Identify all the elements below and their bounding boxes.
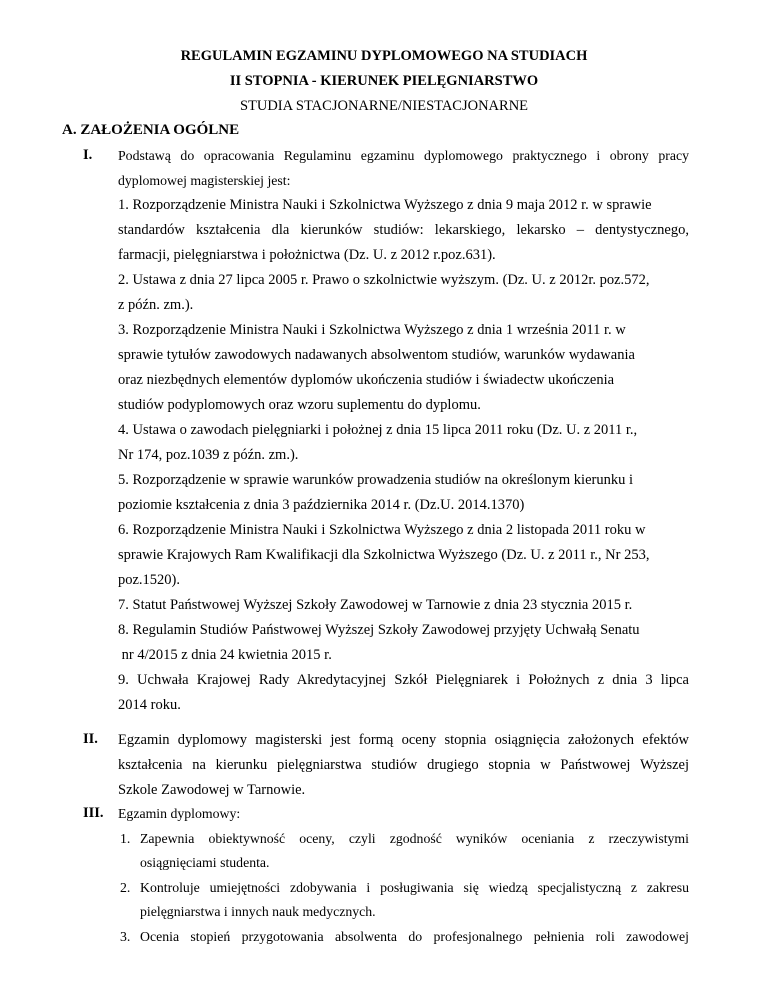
exam-item-number: 2. bbox=[120, 880, 131, 895]
legal-basis-item-2: 2. Ustawa z dnia 27 lipca 2005 r. Prawo o szkolnictwie wyższym. (Dz. U. z 2012r. poz.572, bbox=[118, 272, 650, 288]
part-3-numeral: III. bbox=[83, 805, 104, 821]
legal-basis-item-5: 5. Rozporządzenie w sprawie warunków prowadzenia studiów na określonym kierunku i bbox=[118, 472, 634, 488]
legal-basis-item-9: 9. Uchwała Krajowej Rady Akredytacyjnej Szkół Pielęgniarek i Położnych z dnia 3 lipca bbox=[118, 672, 689, 688]
legal-basis-item-3: 3. Rozporządzenie Ministra Nauki i Szkolnictwa Wyższego z dnia 1 września 2011 r. w bbox=[118, 322, 626, 338]
legal-basis-item-6: sprawie Krajowych Ram Kwalifikacji dla Szkolnictwa Wyższego (Dz. U. z 2011 r., Nr 253, bbox=[118, 547, 650, 563]
legal-basis-item-1: 1. Rozporządzenie Ministra Nauki i Szkolnictwa Wyższego z dnia 9 maja 2012 r. w sprawie bbox=[118, 197, 652, 213]
part-1-intro-line: dyplomowej magisterskiej jest: bbox=[118, 173, 291, 188]
legal-basis-item-3: sprawie tytułów zawodowych nadawanych absolwentom studiów, warunków wydawania bbox=[118, 347, 635, 363]
legal-basis-item-6: 6. Rozporządzenie Ministra Nauki i Szkolnictwa Wyższego z dnia 2 listopada 2011 roku w bbox=[118, 522, 646, 538]
legal-basis-item-8: nr 4/2015 z dnia 24 kwietnia 2015 r. bbox=[118, 647, 332, 663]
legal-basis-item-7: 7. Statut Państwowej Wyższej Szkoły Zawodowej w Tarnowie z dnia 23 stycznia 2015 r. bbox=[118, 597, 633, 613]
legal-basis-item-4: Nr 174, poz.1039 z późn. zm.). bbox=[118, 447, 299, 463]
part-2-numeral: II. bbox=[83, 731, 98, 747]
part-3-intro: Egzamin dyplomowy: bbox=[118, 806, 241, 821]
legal-basis-item-5: poziomie kształcenia z dnia 3 października 2014 r. (Dz.U. 2014.1370) bbox=[118, 497, 525, 513]
document-title-line-2: II STOPNIA - KIERUNEK PIELĘGNIARSTWO bbox=[229, 73, 539, 89]
exam-item-2-line: Kontroluje umiejętności zdobywania i posługiwania się wiedzą specjalistyczną z zakresu bbox=[140, 880, 689, 895]
legal-basis-item-9: 2014 roku. bbox=[118, 697, 181, 713]
section-a-heading: A. ZAŁOŻENIA OGÓLNE bbox=[62, 122, 240, 138]
legal-basis-item-2: z późn. zm.). bbox=[118, 297, 194, 313]
exam-item-1-line: Zapewnia obiektywność oceny, czyli zgodność wyników oceniania z rzeczywistymi bbox=[140, 831, 689, 846]
part-2-text-line: Egzamin dyplomowy magisterski jest formą oceny stopnia osiągnięcia założonych efektów bbox=[118, 732, 689, 748]
exam-item-number: 1. bbox=[120, 831, 131, 846]
exam-item-2-line: pielęgniarstwa i innych nauk medycznych. bbox=[140, 904, 376, 919]
legal-basis-item-3: oraz niezbędnych elementów dyplomów ukończenia studiów i świadectw ukończenia bbox=[118, 372, 615, 388]
legal-basis-item-4: 4. Ustawa o zawodach pielęgniarki i położnej z dnia 15 lipca 2011 roku (Dz. U. z 2011 r., bbox=[118, 422, 638, 438]
exam-item-3-line: Ocenia stopień przygotowania absolwenta do profesjonalnego pełnienia roli zawodowej bbox=[140, 929, 689, 944]
part-2-text-line: Szkole Zawodowej w Tarnowie. bbox=[118, 782, 306, 798]
document-subtitle: STUDIA STACJONARNE/NIESTACJONARNE bbox=[239, 98, 529, 114]
document-title-line-1: REGULAMIN EGZAMINU DYPLOMOWEGO NA STUDIACH bbox=[180, 48, 588, 64]
exam-item-number: 3. bbox=[120, 929, 131, 944]
exam-item-1-line: osiągnięciami studenta. bbox=[140, 855, 270, 870]
legal-basis-item-8: 8. Regulamin Studiów Państwowej Wyższej Szkoły Zawodowej przyjęty Uchwałą Senatu bbox=[118, 622, 640, 638]
legal-basis-item-1: standardów kształcenia dla kierunków studiów: lekarskiego, lekarsko – dentystycznego, bbox=[118, 222, 689, 238]
legal-basis-item-1: farmacji, pielęgniarstwa i położnictwa (Dz. U. z 2012 r.poz.631). bbox=[118, 247, 496, 263]
part-2-text-line: kształcenia na kierunku pielęgniarstwa studiów drugiego stopnia w Państwowej Wyższej bbox=[118, 757, 689, 773]
legal-basis-item-3: studiów podyplomowych oraz wzoru suplementu do dyplomu. bbox=[118, 397, 481, 413]
part-1-numeral: I. bbox=[83, 147, 93, 163]
legal-basis-item-6: poz.1520). bbox=[118, 572, 181, 588]
part-1-intro-line: Podstawą do opracowania Regulaminu egzaminu dyplomowego praktycznego i obrony pracy bbox=[118, 148, 689, 163]
